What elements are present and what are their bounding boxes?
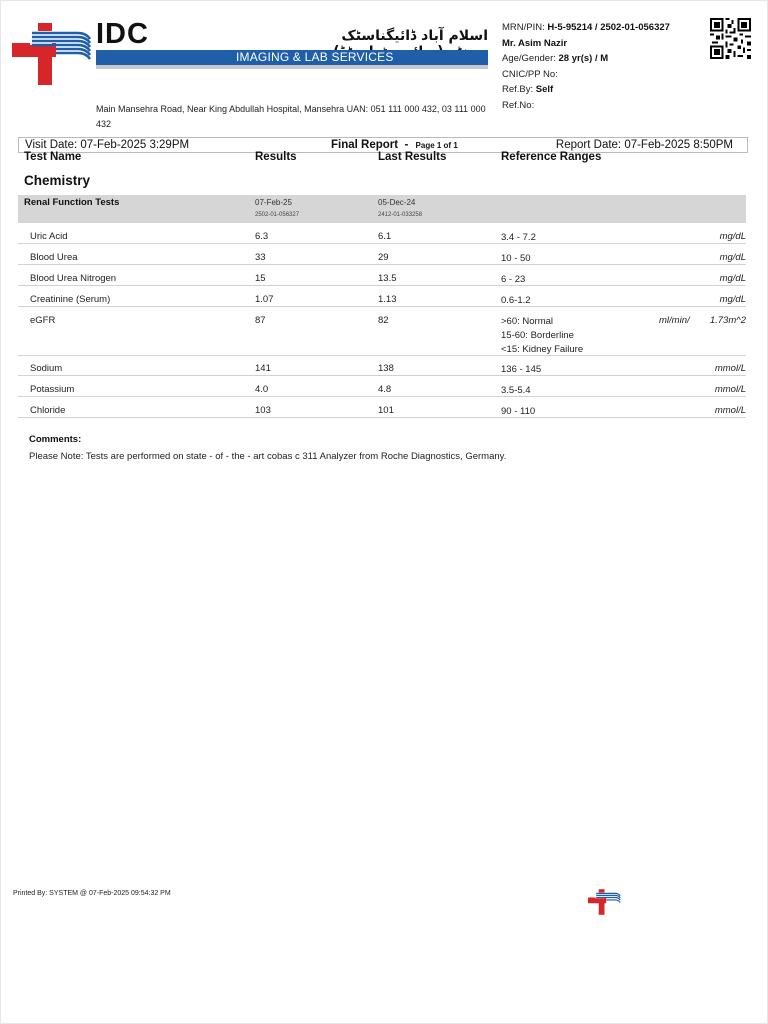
report-date: Report Date: 07-Feb-2025 8:50PM xyxy=(555,139,733,151)
test-unit: mg/dL xyxy=(719,252,746,263)
test-reference-range xyxy=(501,315,583,357)
test-unit: mmol/L xyxy=(714,405,746,416)
test-reference-range: 3.5-5.4 xyxy=(501,385,531,396)
brand-name: IDC xyxy=(96,18,149,50)
result-accession: 2502-01-056327 xyxy=(255,212,300,218)
test-last-result: 6.1 xyxy=(378,231,392,242)
test-group-title: Renal Function Tests xyxy=(24,197,120,208)
test-result: 6.3 xyxy=(255,231,269,242)
banner-shadow xyxy=(96,65,488,69)
patient-info xyxy=(502,20,670,113)
test-unit: ml/min/ xyxy=(659,315,690,326)
brand-banner xyxy=(96,50,488,65)
column-header-last-results: Last Results xyxy=(378,151,447,163)
table-row xyxy=(18,223,746,244)
last-result-accession: 2412-01-033258 xyxy=(378,212,423,218)
column-header-reference-ranges: Reference Ranges xyxy=(501,151,602,163)
test-reference-range: 3.4 - 7.2 xyxy=(501,232,536,243)
test-unit: mmol/L xyxy=(714,363,746,374)
report-title: Final Report xyxy=(331,139,399,151)
idc-logo-mark-icon xyxy=(12,23,92,85)
column-header-results: Results xyxy=(255,151,297,163)
test-reference-range: 6 - 23 xyxy=(501,274,526,285)
test-last-result: 138 xyxy=(378,363,394,374)
test-last-result: 1.13 xyxy=(378,294,397,305)
test-name: Chloride xyxy=(30,405,66,416)
test-result: 33 xyxy=(255,252,266,263)
report-title-dash: - xyxy=(404,139,409,151)
mrn-value: H-5-95214 / 2502-01-056327 xyxy=(547,22,670,33)
test-result: 15 xyxy=(255,273,266,284)
test-name: Potassium xyxy=(30,384,75,395)
test-reference-range: 90 - 110 xyxy=(501,406,536,417)
cnic-label: CNIC/PP No: xyxy=(502,68,558,80)
page-number: Page 1 of 1 xyxy=(415,141,458,150)
test-result: 4.0 xyxy=(255,384,269,395)
banner-text: IMAGING & LAB SERVICES xyxy=(236,50,394,64)
test-last-result: 101 xyxy=(378,405,394,416)
visit-date: Visit Date: 07-Feb-2025 3:29PM xyxy=(25,139,190,151)
comments-label: Comments: xyxy=(29,434,82,445)
test-name: Sodium xyxy=(30,363,63,374)
refno-label: Ref.No: xyxy=(502,99,535,111)
mrn-label: MRN/PIN: xyxy=(502,22,545,33)
test-last-result: 13.5 xyxy=(378,273,397,284)
table-row xyxy=(18,265,746,286)
test-reference-range: 136 - 145 xyxy=(501,364,542,375)
comments-note: Please Note: Tests are performed on state - of - the - art cobas c 311 Analyzer from Roche Diagnostics, Germany. xyxy=(29,451,507,462)
test-name: Creatinine (Serum) xyxy=(30,294,111,305)
age-value: 28 yr(s) / M xyxy=(558,53,609,64)
test-reference-range: 0.6-1.2 xyxy=(501,295,531,306)
test-unit: mg/dL xyxy=(719,273,746,284)
test-last-result: 4.8 xyxy=(378,384,392,395)
result-date: 07-Feb-25 xyxy=(255,198,292,207)
reference-line: 15-60: Borderline xyxy=(501,330,574,341)
reference-line: >60: Normal xyxy=(501,316,554,327)
table-row xyxy=(18,307,746,356)
column-header-test-name: Test Name xyxy=(24,151,82,163)
test-unit: mg/dL xyxy=(719,231,746,242)
test-reference-range: 10 - 50 xyxy=(501,253,531,264)
refby-value: Self xyxy=(535,84,554,95)
age-label: Age/Gender: xyxy=(502,53,556,64)
test-unit: mmol/L xyxy=(714,384,746,395)
test-name: eGFR xyxy=(30,315,56,326)
test-result: 1.07 xyxy=(255,294,274,305)
table-row xyxy=(18,244,746,265)
table-row xyxy=(18,286,746,307)
brand-urdu-name: اسلام آباد ڈائیگناسٹک xyxy=(341,28,488,44)
test-name: Uric Acid xyxy=(30,231,68,242)
last-result-date: 05-Dec-24 xyxy=(378,198,416,207)
lab-address: Main Mansehra Road, Near King Abdullah Hospital, Mansehra UAN: 051 111 000 432, 03 111 000 432 xyxy=(96,104,486,129)
table-row xyxy=(18,376,746,397)
test-result: 141 xyxy=(255,363,271,374)
idc-footer-logo-icon xyxy=(588,888,621,916)
test-result: 103 xyxy=(255,405,271,416)
table-row xyxy=(18,355,746,376)
test-name: Blood Urea Nitrogen xyxy=(30,273,117,284)
test-unit: mg/dL xyxy=(719,294,746,305)
table-row xyxy=(18,397,746,418)
section-title: Chemistry xyxy=(24,173,91,188)
test-result: 87 xyxy=(255,315,266,326)
test-name: Blood Urea xyxy=(30,252,78,263)
patient-name: Mr. Asim Nazir xyxy=(502,37,568,49)
qr-code-icon xyxy=(710,18,751,59)
test-last-result: 82 xyxy=(378,315,389,326)
test-last-result: 29 xyxy=(378,252,389,263)
refby-label: Ref.By: xyxy=(502,84,534,95)
printed-by: Printed By: SYSTEM @ 07-Feb-2025 09:54:32 PM xyxy=(13,890,171,897)
reference-line: <15: Kidney Failure xyxy=(501,344,584,355)
test-unit-suffix: 1.73m^2 xyxy=(709,315,746,326)
